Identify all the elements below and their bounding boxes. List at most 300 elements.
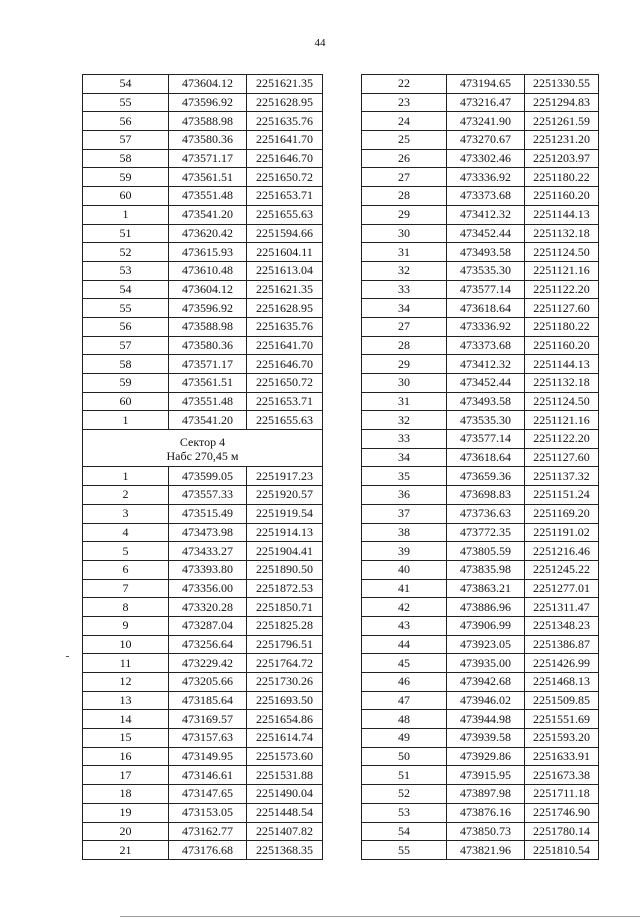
table-row — [362, 504, 599, 523]
y-coordinate-cell: 2251531.88 — [247, 766, 323, 785]
point-number-cell: 34 — [362, 448, 447, 467]
point-number-cell: 13 — [83, 691, 169, 710]
x-coordinate-cell: 473153.05 — [169, 803, 247, 822]
x-coordinate-cell: 473939.58 — [447, 729, 525, 748]
table-row — [362, 486, 599, 505]
x-coordinate-cell: 473659.36 — [447, 467, 525, 486]
x-coordinate-cell: 473216.47 — [447, 93, 525, 112]
table-row — [362, 841, 599, 860]
table-row — [362, 747, 599, 766]
point-number-cell: 20 — [83, 822, 169, 841]
y-coordinate-cell: 2251593.20 — [525, 729, 599, 748]
x-coordinate-cell: 473515.49 — [169, 504, 247, 523]
point-number-cell: 6 — [83, 560, 169, 579]
point-number-cell: 34 — [362, 299, 447, 318]
y-coordinate-cell: 2251613.04 — [247, 261, 323, 280]
y-coordinate-cell: 2251160.20 — [525, 187, 599, 206]
point-number-cell: 23 — [362, 93, 447, 112]
x-coordinate-cell: 473493.58 — [447, 392, 525, 411]
point-number-cell: 14 — [83, 710, 169, 729]
y-coordinate-cell: 2251180.22 — [525, 317, 599, 336]
y-coordinate-cell: 2251641.70 — [247, 131, 323, 150]
table-row — [362, 75, 599, 94]
y-coordinate-cell: 2251551.69 — [525, 710, 599, 729]
x-coordinate-cell: 473915.95 — [447, 766, 525, 785]
table-row — [362, 616, 599, 635]
table-row — [83, 635, 323, 654]
x-coordinate-cell: 473604.12 — [169, 280, 247, 299]
point-number-cell: 48 — [362, 710, 447, 729]
sector-caption — [83, 430, 323, 467]
x-coordinate-cell: 473942.68 — [447, 673, 525, 692]
x-coordinate-cell: 473618.64 — [447, 299, 525, 318]
table-row — [362, 336, 599, 355]
table-row — [83, 654, 323, 673]
y-coordinate-cell: 2251650.72 — [247, 374, 323, 393]
x-coordinate-cell: 473176.68 — [169, 841, 247, 860]
x-coordinate-cell: 473571.17 — [169, 355, 247, 374]
point-number-cell: 30 — [362, 374, 447, 393]
table-row — [362, 411, 599, 430]
table-row — [362, 374, 599, 393]
point-number-cell: 42 — [362, 598, 447, 617]
x-coordinate-cell: 473270.67 — [447, 131, 525, 150]
x-coordinate-cell: 473588.98 — [169, 317, 247, 336]
y-coordinate-cell: 2251180.22 — [525, 168, 599, 187]
y-coordinate-cell: 2251621.35 — [247, 280, 323, 299]
y-coordinate-cell: 2251628.95 — [247, 299, 323, 318]
point-number-cell: 21 — [83, 841, 169, 860]
point-number-cell: 28 — [362, 336, 447, 355]
point-number-cell: 28 — [362, 187, 447, 206]
y-coordinate-cell: 2251169.20 — [525, 504, 599, 523]
table-row — [362, 299, 599, 318]
x-coordinate-cell: 473772.35 — [447, 523, 525, 542]
x-coordinate-cell: 473577.14 — [447, 430, 525, 449]
y-coordinate-cell: 2251594.66 — [247, 224, 323, 243]
y-coordinate-cell: 2251151.24 — [525, 486, 599, 505]
x-coordinate-cell: 473412.32 — [447, 205, 525, 224]
y-coordinate-cell: 2251872.53 — [247, 579, 323, 598]
table-row — [362, 542, 599, 561]
y-coordinate-cell: 2251426.99 — [525, 654, 599, 673]
y-coordinate-cell: 2251348.23 — [525, 616, 599, 635]
x-coordinate-cell: 473863.21 — [447, 579, 525, 598]
y-coordinate-cell: 2251311.47 — [525, 598, 599, 617]
x-coordinate-cell: 473194.65 — [447, 75, 525, 94]
table-row — [83, 467, 323, 486]
y-coordinate-cell: 2251509.85 — [525, 691, 599, 710]
y-coordinate-cell: 2251137.32 — [525, 467, 599, 486]
point-number-cell: 55 — [83, 299, 169, 318]
y-coordinate-cell: 2251919.54 — [247, 504, 323, 523]
point-number-cell: 31 — [362, 243, 447, 262]
y-coordinate-cell: 2251132.18 — [525, 224, 599, 243]
y-coordinate-cell: 2251646.70 — [247, 355, 323, 374]
table-row — [362, 822, 599, 841]
point-number-cell: 57 — [83, 131, 169, 150]
point-number-cell: 56 — [83, 317, 169, 336]
table-row — [83, 486, 323, 505]
table-row — [362, 467, 599, 486]
x-coordinate-cell: 473588.98 — [169, 112, 247, 131]
y-coordinate-cell: 2251132.18 — [525, 374, 599, 393]
table-row — [83, 523, 323, 542]
table-row — [83, 579, 323, 598]
x-coordinate-cell: 473373.68 — [447, 187, 525, 206]
y-coordinate-cell: 2251633.91 — [525, 747, 599, 766]
table-row — [83, 224, 323, 243]
table-row — [362, 187, 599, 206]
point-number-cell: 53 — [83, 261, 169, 280]
y-coordinate-cell: 2251693.50 — [247, 691, 323, 710]
table-row — [83, 822, 323, 841]
x-coordinate-cell: 473493.58 — [447, 243, 525, 262]
point-number-cell: 4 — [83, 523, 169, 542]
x-coordinate-cell: 473736.63 — [447, 504, 525, 523]
point-number-cell: 52 — [362, 785, 447, 804]
y-coordinate-cell: 2251245.22 — [525, 560, 599, 579]
point-number-cell: 35 — [362, 467, 447, 486]
point-number-cell: 49 — [362, 729, 447, 748]
y-coordinate-cell: 2251216.46 — [525, 542, 599, 561]
x-coordinate-cell: 473805.59 — [447, 542, 525, 561]
table-row — [83, 187, 323, 206]
x-coordinate-cell: 473923.05 — [447, 635, 525, 654]
x-coordinate-cell: 473336.92 — [447, 317, 525, 336]
sector-title: Сектор 4 — [179, 434, 226, 449]
y-coordinate-cell: 2251191.02 — [525, 523, 599, 542]
table-row — [362, 654, 599, 673]
table-row — [362, 729, 599, 748]
coordinates-table-body — [362, 75, 599, 860]
y-coordinate-cell: 2251330.55 — [525, 75, 599, 94]
x-coordinate-cell: 473535.30 — [447, 411, 525, 430]
x-coordinate-cell: 473596.92 — [169, 93, 247, 112]
y-coordinate-cell: 2251121.16 — [525, 411, 599, 430]
y-coordinate-cell: 2251231.20 — [525, 131, 599, 150]
point-number-cell: 33 — [362, 430, 447, 449]
point-number-cell: 53 — [362, 803, 447, 822]
table-row — [362, 785, 599, 804]
x-coordinate-cell: 473876.16 — [447, 803, 525, 822]
point-number-cell: 8 — [83, 598, 169, 617]
y-coordinate-cell: 2251796.51 — [247, 635, 323, 654]
y-coordinate-cell: 2251448.54 — [247, 803, 323, 822]
x-coordinate-cell: 473944.98 — [447, 710, 525, 729]
y-coordinate-cell: 2251614.74 — [247, 729, 323, 748]
point-number-cell: 52 — [83, 243, 169, 262]
point-number-cell: 16 — [83, 747, 169, 766]
table-row — [362, 168, 599, 187]
x-coordinate-cell: 473604.12 — [169, 75, 247, 94]
sector-caption-row — [83, 430, 323, 467]
table-row — [83, 205, 323, 224]
table-row — [83, 336, 323, 355]
point-number-cell: 29 — [362, 205, 447, 224]
table-row — [83, 75, 323, 94]
point-number-cell: 30 — [362, 224, 447, 243]
point-number-cell: 9 — [83, 616, 169, 635]
coordinates-table-body — [83, 75, 323, 860]
x-coordinate-cell: 473698.83 — [447, 486, 525, 505]
table-row — [362, 205, 599, 224]
table-row — [362, 112, 599, 131]
point-number-cell: 40 — [362, 560, 447, 579]
x-coordinate-cell: 473580.36 — [169, 336, 247, 355]
y-coordinate-cell: 2251810.54 — [525, 841, 599, 860]
x-coordinate-cell: 473850.73 — [447, 822, 525, 841]
y-coordinate-cell: 2251294.83 — [525, 93, 599, 112]
point-number-cell: 15 — [83, 729, 169, 748]
y-coordinate-cell: 2251144.13 — [525, 355, 599, 374]
x-coordinate-cell: 473551.48 — [169, 392, 247, 411]
bottom-edge-line — [120, 916, 640, 917]
x-coordinate-cell: 473577.14 — [447, 280, 525, 299]
y-coordinate-cell: 2251653.71 — [247, 187, 323, 206]
point-number-cell: 36 — [362, 486, 447, 505]
x-coordinate-cell: 473897.98 — [447, 785, 525, 804]
x-coordinate-cell: 473241.90 — [447, 112, 525, 131]
point-number-cell: 58 — [83, 149, 169, 168]
y-coordinate-cell: 2251914.13 — [247, 523, 323, 542]
y-coordinate-cell: 2251655.63 — [247, 411, 323, 430]
point-number-cell: 50 — [362, 747, 447, 766]
point-number-cell: 1 — [83, 411, 169, 430]
x-coordinate-cell: 473149.95 — [169, 747, 247, 766]
x-coordinate-cell: 473541.20 — [169, 205, 247, 224]
point-number-cell: 32 — [362, 261, 447, 280]
point-number-cell: 60 — [83, 187, 169, 206]
x-coordinate-cell: 473580.36 — [169, 131, 247, 150]
y-coordinate-cell: 2251917.23 — [247, 467, 323, 486]
y-coordinate-cell: 2251127.60 — [525, 448, 599, 467]
point-number-cell: 43 — [362, 616, 447, 635]
x-coordinate-cell: 473146.61 — [169, 766, 247, 785]
table-row — [83, 542, 323, 561]
y-coordinate-cell: 2251407.82 — [247, 822, 323, 841]
table-row — [83, 803, 323, 822]
y-coordinate-cell: 2251641.70 — [247, 336, 323, 355]
point-number-cell: 24 — [362, 112, 447, 131]
table-row — [83, 729, 323, 748]
table-row — [362, 803, 599, 822]
table-row — [362, 673, 599, 692]
table-row — [83, 243, 323, 262]
table-row — [362, 635, 599, 654]
point-number-cell: 1 — [83, 467, 169, 486]
x-coordinate-cell: 473356.00 — [169, 579, 247, 598]
table-row — [83, 112, 323, 131]
x-coordinate-cell: 473946.02 — [447, 691, 525, 710]
y-coordinate-cell: 2251124.50 — [525, 392, 599, 411]
y-coordinate-cell: 2251635.76 — [247, 317, 323, 336]
x-coordinate-cell: 473610.48 — [169, 261, 247, 280]
x-coordinate-cell: 473256.64 — [169, 635, 247, 654]
y-coordinate-cell: 2251261.59 — [525, 112, 599, 131]
point-number-cell: 59 — [83, 168, 169, 187]
y-coordinate-cell: 2251127.60 — [525, 299, 599, 318]
table-row — [83, 392, 323, 411]
x-coordinate-cell: 473452.44 — [447, 224, 525, 243]
table-row — [83, 673, 323, 692]
point-number-cell: 54 — [362, 822, 447, 841]
table-row — [83, 766, 323, 785]
y-coordinate-cell: 2251621.35 — [247, 75, 323, 94]
x-coordinate-cell: 473541.20 — [169, 411, 247, 430]
y-coordinate-cell: 2251368.35 — [247, 841, 323, 860]
point-number-cell: 27 — [362, 317, 447, 336]
point-number-cell: 47 — [362, 691, 447, 710]
y-coordinate-cell: 2251490.04 — [247, 785, 323, 804]
y-coordinate-cell: 2251746.90 — [525, 803, 599, 822]
table-row — [83, 261, 323, 280]
point-number-cell: 39 — [362, 542, 447, 561]
x-coordinate-cell: 473320.28 — [169, 598, 247, 617]
point-number-cell: 55 — [83, 93, 169, 112]
x-coordinate-cell: 473287.04 — [169, 616, 247, 635]
table-row — [362, 579, 599, 598]
table-row — [83, 168, 323, 187]
y-coordinate-cell: 2251890.50 — [247, 560, 323, 579]
coordinates-table-left — [82, 74, 323, 860]
table-row — [362, 355, 599, 374]
y-coordinate-cell: 2251646.70 — [247, 149, 323, 168]
point-number-cell: 18 — [83, 785, 169, 804]
x-coordinate-cell: 473535.30 — [447, 261, 525, 280]
table-row — [362, 766, 599, 785]
point-number-cell: 51 — [362, 766, 447, 785]
table-row — [83, 299, 323, 318]
table-row — [83, 374, 323, 393]
y-coordinate-cell: 2251277.01 — [525, 579, 599, 598]
x-coordinate-cell: 473596.92 — [169, 299, 247, 318]
x-coordinate-cell: 473412.32 — [447, 355, 525, 374]
table-row — [362, 149, 599, 168]
y-coordinate-cell: 2251653.71 — [247, 392, 323, 411]
x-coordinate-cell: 473373.68 — [447, 336, 525, 355]
y-coordinate-cell: 2251203.97 — [525, 149, 599, 168]
y-coordinate-cell: 2251730.26 — [247, 673, 323, 692]
x-coordinate-cell: 473336.92 — [447, 168, 525, 187]
y-coordinate-cell: 2251628.95 — [247, 93, 323, 112]
y-coordinate-cell: 2251160.20 — [525, 336, 599, 355]
x-coordinate-cell: 473302.46 — [447, 149, 525, 168]
table-row — [362, 430, 599, 449]
table-row — [362, 598, 599, 617]
table-row — [83, 93, 323, 112]
table-row — [362, 317, 599, 336]
point-number-cell: 29 — [362, 355, 447, 374]
table-row — [362, 560, 599, 579]
x-coordinate-cell: 473615.93 — [169, 243, 247, 262]
point-number-cell: 59 — [83, 374, 169, 393]
sector-elevation: Набс 270,45 м — [166, 448, 239, 463]
table-row — [362, 691, 599, 710]
x-coordinate-cell: 473147.65 — [169, 785, 247, 804]
point-number-cell: 3 — [83, 504, 169, 523]
table-row — [83, 280, 323, 299]
point-number-cell: 27 — [362, 168, 447, 187]
x-coordinate-cell: 473205.66 — [169, 673, 247, 692]
point-number-cell: 60 — [83, 392, 169, 411]
point-number-cell: 46 — [362, 673, 447, 692]
table-row — [362, 224, 599, 243]
table-row — [83, 747, 323, 766]
x-coordinate-cell: 473599.05 — [169, 467, 247, 486]
x-coordinate-cell: 473473.98 — [169, 523, 247, 542]
y-coordinate-cell: 2251825.28 — [247, 616, 323, 635]
y-coordinate-cell: 2251604.11 — [247, 243, 323, 262]
point-number-cell: 32 — [362, 411, 447, 430]
table-row — [362, 131, 599, 150]
x-coordinate-cell: 473229.42 — [169, 654, 247, 673]
table-row — [83, 785, 323, 804]
point-number-cell: 38 — [362, 523, 447, 542]
y-coordinate-cell: 2251144.13 — [525, 205, 599, 224]
table-row — [83, 598, 323, 617]
point-number-cell: 37 — [362, 504, 447, 523]
x-coordinate-cell: 473561.51 — [169, 168, 247, 187]
x-coordinate-cell: 473561.51 — [169, 374, 247, 393]
table-row — [362, 448, 599, 467]
table-row — [362, 261, 599, 280]
y-coordinate-cell: 2251650.72 — [247, 168, 323, 187]
y-coordinate-cell: 2251780.14 — [525, 822, 599, 841]
x-coordinate-cell: 473393.80 — [169, 560, 247, 579]
table-row — [83, 149, 323, 168]
point-number-cell: 7 — [83, 579, 169, 598]
point-number-cell: 19 — [83, 803, 169, 822]
table-row — [83, 131, 323, 150]
table-row — [83, 841, 323, 860]
point-number-cell: 58 — [83, 355, 169, 374]
x-coordinate-cell: 473906.99 — [447, 616, 525, 635]
point-number-cell: 10 — [83, 635, 169, 654]
point-number-cell: 26 — [362, 149, 447, 168]
x-coordinate-cell: 473835.98 — [447, 560, 525, 579]
y-coordinate-cell: 2251654.86 — [247, 710, 323, 729]
y-coordinate-cell: 2251655.63 — [247, 205, 323, 224]
point-number-cell: 44 — [362, 635, 447, 654]
x-coordinate-cell: 473929.86 — [447, 747, 525, 766]
x-coordinate-cell: 473821.96 — [447, 841, 525, 860]
coordinates-table-right — [361, 74, 599, 860]
table-row — [362, 523, 599, 542]
table-row — [83, 355, 323, 374]
y-coordinate-cell: 2251124.50 — [525, 243, 599, 262]
x-coordinate-cell: 473169.57 — [169, 710, 247, 729]
x-coordinate-cell: 473162.77 — [169, 822, 247, 841]
point-number-cell: 31 — [362, 392, 447, 411]
x-coordinate-cell: 473935.00 — [447, 654, 525, 673]
y-coordinate-cell: 2251850.71 — [247, 598, 323, 617]
table-row — [83, 710, 323, 729]
y-coordinate-cell: 2251122.20 — [525, 430, 599, 449]
point-number-cell: 1 — [83, 205, 169, 224]
x-coordinate-cell: 473557.33 — [169, 486, 247, 505]
point-number-cell: 41 — [362, 579, 447, 598]
point-number-cell: 17 — [83, 766, 169, 785]
x-coordinate-cell: 473618.64 — [447, 448, 525, 467]
x-coordinate-cell: 473452.44 — [447, 374, 525, 393]
table-row — [362, 392, 599, 411]
table-row — [83, 616, 323, 635]
x-coordinate-cell: 473551.48 — [169, 187, 247, 206]
y-coordinate-cell: 2251468.13 — [525, 673, 599, 692]
y-coordinate-cell: 2251121.16 — [525, 261, 599, 280]
point-number-cell: 5 — [83, 542, 169, 561]
